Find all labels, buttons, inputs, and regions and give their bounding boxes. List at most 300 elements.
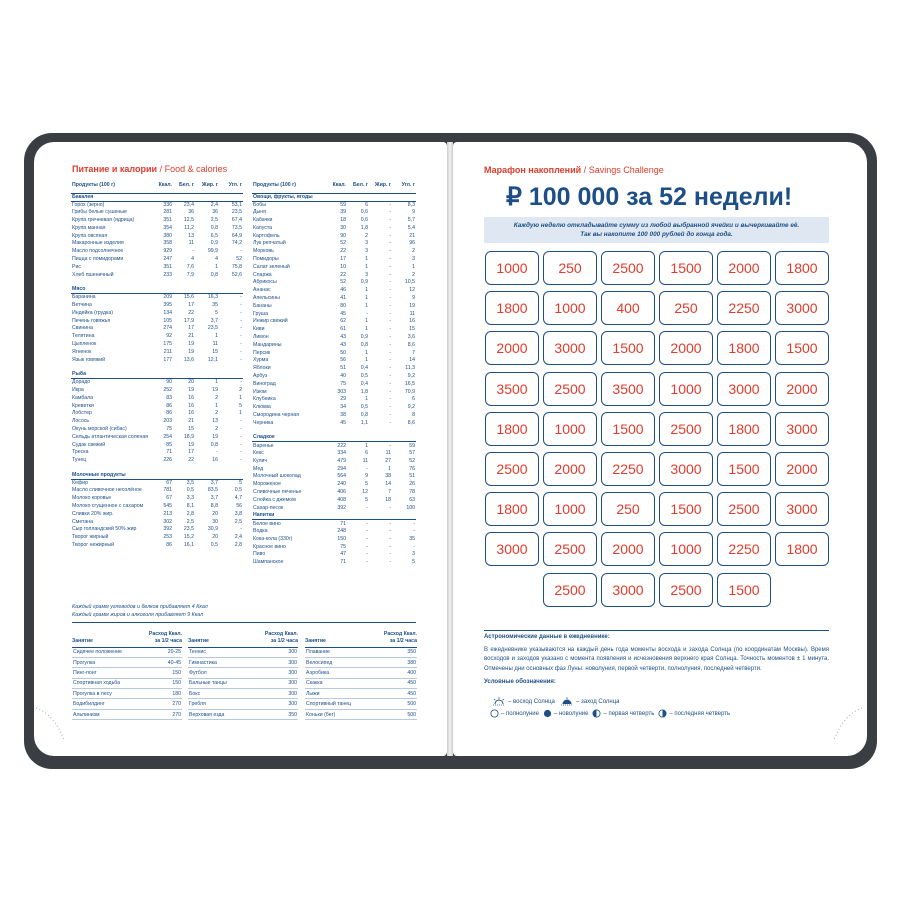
food-value: 17 — [188, 301, 194, 308]
food-row — [71, 209, 243, 217]
food-value: 64,9 — [231, 232, 242, 239]
savings-cell[interactable]: 1000 — [659, 372, 713, 406]
food-value: 17 — [188, 325, 194, 332]
column-header: Угл. г — [392, 179, 416, 193]
column-header: Ккал. — [149, 179, 173, 193]
first-quarter-icon — [592, 709, 601, 718]
category-label: Рыба — [71, 371, 243, 379]
savings-cell[interactable]: 2250 — [717, 291, 771, 325]
food-row — [252, 442, 416, 450]
food-value: 22 — [188, 309, 194, 316]
food-value: 2 — [239, 386, 242, 393]
banner-line-1: Каждую неделю откладывайте сумму из любой выбранной ячейки и вычеркивайте её. — [513, 222, 800, 229]
savings-cell[interactable]: 2000 — [717, 251, 771, 285]
food-value: 3 — [365, 248, 368, 255]
food-name: Грибы белые сушеные — [72, 209, 127, 216]
food-value: 90 — [166, 379, 172, 386]
category-label: Молочные продукты — [71, 472, 243, 480]
food-value: 86 — [166, 402, 172, 409]
food-value: 99,9 — [207, 248, 218, 255]
activity-table-3 — [305, 630, 417, 720]
activity-kcal: 180 — [146, 689, 182, 699]
savings-cell[interactable]: 2000 — [775, 452, 829, 486]
food-value: 43 — [340, 341, 346, 348]
food-value: 52 — [340, 240, 346, 247]
activity-row — [188, 678, 298, 688]
food-row — [252, 465, 416, 473]
activity-name: Бальные танцы — [188, 678, 262, 688]
food-value: - — [389, 255, 391, 262]
savings-cell[interactable]: 3000 — [543, 331, 597, 365]
food-value: 5,4 — [407, 224, 415, 231]
food-value: 9 — [412, 209, 415, 216]
food-row — [71, 294, 243, 302]
title-separator: / — [581, 165, 589, 175]
savings-cell[interactable]: 1000 — [485, 251, 539, 285]
savings-cell[interactable]: 1800 — [775, 532, 829, 566]
food-value: 70,9 — [404, 388, 415, 395]
activity-name: Прогулка — [72, 657, 146, 667]
food-row — [71, 479, 243, 487]
food-name: Баранина — [72, 294, 96, 301]
savings-cell[interactable]: 2000 — [775, 372, 829, 406]
category-label: Бакалея — [71, 193, 243, 201]
food-value: - — [366, 504, 368, 511]
food-row — [252, 357, 416, 365]
food-value: 1,8 — [360, 224, 368, 231]
activity-header: Занятие — [305, 630, 381, 647]
category-label: Сладкое — [252, 434, 416, 442]
activity-kcal: 500 — [381, 709, 417, 719]
food-value: 4 — [191, 255, 194, 262]
savings-cell[interactable]: 3000 — [601, 573, 655, 607]
food-value: 5 — [239, 402, 242, 409]
food-name: Бананы — [253, 302, 272, 309]
activity-row — [72, 709, 182, 719]
food-value: 15 — [212, 348, 218, 355]
food-value: 22 — [188, 457, 194, 464]
food-value: 52 — [409, 457, 415, 464]
spacer — [71, 279, 243, 286]
food-value: 1 — [365, 302, 368, 309]
savings-cell[interactable]: 250 — [543, 251, 597, 285]
food-value: 85 — [166, 441, 172, 448]
savings-cell[interactable]: 1800 — [775, 251, 829, 285]
food-value: - — [389, 535, 391, 542]
savings-cell[interactable]: 2000 — [485, 331, 539, 365]
savings-cell[interactable]: 2250 — [601, 452, 655, 486]
food-value: 15 — [188, 425, 194, 432]
food-value: 39 — [340, 209, 346, 216]
activity-name: Верховая езда — [188, 709, 262, 719]
food-value: 274 — [163, 325, 172, 332]
food-value: 100 — [406, 504, 415, 511]
activity-kcal: 270 — [146, 699, 182, 709]
category-label: Напитки — [252, 512, 416, 520]
food-name: Спаржа — [253, 271, 272, 278]
activity-header: Занятие — [72, 630, 146, 647]
food-row — [71, 534, 243, 542]
food-value: 5,7 — [407, 216, 415, 223]
astro-title: Астрономические данные в ежедневнике: — [484, 630, 829, 643]
savings-cell[interactable]: 1500 — [717, 573, 771, 607]
food-value: 3,6 — [407, 333, 415, 340]
food-value: 52 — [340, 279, 346, 286]
title-ru: Марафон накоплений — [484, 165, 582, 175]
food-value: 1 — [365, 349, 368, 356]
food-value: - — [366, 551, 368, 558]
food-row — [252, 404, 416, 412]
note-line-1: Каждый грамм углеводов и белков прибавляет 4 Ккал — [72, 604, 208, 610]
food-name: Лобстер — [72, 410, 92, 417]
food-row — [252, 217, 416, 225]
food-row — [71, 379, 243, 387]
savings-cell[interactable]: 250 — [601, 492, 655, 526]
food-value: 13 — [212, 418, 218, 425]
food-value: 2 — [215, 410, 218, 417]
food-name: Салат зеленый — [253, 263, 290, 270]
savings-cell[interactable]: 1500 — [601, 331, 655, 365]
food-value: 6 — [365, 450, 368, 457]
savings-cell[interactable]: 3000 — [775, 412, 829, 446]
savings-cell[interactable]: 1000 — [543, 492, 597, 526]
savings-cell[interactable]: 3000 — [775, 492, 829, 526]
spacer-row — [71, 465, 243, 472]
food-name: Дыня — [253, 209, 266, 216]
food-value: 3 — [365, 271, 368, 278]
category-row — [252, 193, 416, 201]
food-value: - — [389, 310, 391, 317]
savings-cell[interactable]: 1800 — [485, 291, 539, 325]
activity-kcal: 40-45 — [146, 657, 182, 667]
food-row — [252, 450, 416, 458]
food-row — [252, 380, 416, 388]
savings-cell[interactable]: 1800 — [485, 492, 539, 526]
food-value: 23,5 — [183, 526, 194, 533]
savings-cell[interactable]: 1500 — [717, 452, 771, 486]
food-value: 0,6 — [360, 216, 368, 223]
food-value: 1 — [365, 318, 368, 325]
food-value: 105 — [163, 317, 172, 324]
food-row — [252, 396, 416, 404]
food-value: 20 — [188, 379, 194, 386]
spacer-row — [71, 279, 243, 286]
food-value: 233 — [163, 271, 172, 278]
food-row — [71, 356, 243, 364]
food-row — [252, 559, 416, 567]
food-value: - — [389, 232, 391, 239]
food-value: 67,4 — [231, 216, 242, 223]
food-value: 1,1 — [360, 419, 368, 426]
page-gutter — [447, 142, 453, 756]
food-name: Кулич — [253, 457, 268, 464]
sunrise-label: – восход Солнца — [508, 698, 555, 705]
food-value: 358 — [163, 240, 172, 247]
food-row — [252, 224, 416, 232]
column-header: Угл. г — [219, 179, 243, 193]
food-row — [71, 271, 243, 279]
savings-cell[interactable]: 1500 — [601, 412, 655, 446]
food-value: 0,5 — [360, 404, 368, 411]
food-value: 247 — [163, 255, 172, 262]
savings-cell[interactable]: 3500 — [485, 372, 539, 406]
food-row — [71, 317, 243, 325]
food-row — [71, 426, 243, 434]
savings-cell[interactable]: 1000 — [659, 532, 713, 566]
food-row — [252, 504, 416, 512]
food-value: 248 — [337, 528, 346, 535]
savings-cell[interactable]: 2000 — [543, 452, 597, 486]
savings-cell[interactable]: 3000 — [659, 452, 713, 486]
legend-sunset — [560, 697, 620, 706]
savings-cell[interactable]: 1800 — [485, 412, 539, 446]
food-value: - — [240, 325, 242, 332]
food-value: - — [240, 309, 242, 316]
food-value: 36 — [188, 209, 194, 216]
note-line-2: Каждый грамм жиров и алкоголя прибавляет 9 Ккал — [72, 612, 204, 618]
food-value: 406 — [337, 489, 346, 496]
activity-name: Бокс — [188, 689, 262, 699]
food-row — [252, 232, 416, 240]
activity-kcal: 270 — [146, 709, 182, 719]
food-value: - — [389, 551, 391, 558]
food-value: 3,5 — [186, 479, 194, 486]
calorie-note — [72, 603, 402, 619]
savings-cell[interactable]: 2500 — [543, 372, 597, 406]
food-value: 13 — [188, 232, 194, 239]
food-value: 16 — [212, 457, 218, 464]
food-name: Судак свежий — [72, 441, 106, 448]
food-value: 253 — [163, 534, 172, 541]
activity-row — [188, 647, 298, 657]
savings-cell[interactable]: 1500 — [659, 251, 713, 285]
food-value: 29 — [340, 396, 346, 403]
food-value: 21 — [188, 418, 194, 425]
savings-cell[interactable]: 3000 — [775, 291, 829, 325]
food-value: - — [240, 248, 242, 255]
food-name: Хлеб пшеничный — [72, 271, 114, 278]
left-page-title — [72, 164, 227, 174]
food-value: 73,5 — [231, 224, 242, 231]
savings-cell[interactable]: 1800 — [717, 331, 771, 365]
food-value: 781 — [163, 487, 172, 494]
column-header: Бел. г — [347, 179, 369, 193]
food-value: - — [389, 224, 391, 231]
food-name: Красное вино — [253, 543, 286, 550]
food-value: 22 — [340, 271, 346, 278]
food-value: - — [389, 357, 391, 364]
food-row — [71, 232, 243, 240]
activity-row — [305, 709, 417, 719]
food-value: - — [389, 543, 391, 550]
food-value: - — [413, 520, 415, 527]
food-row — [252, 256, 416, 264]
savings-cell[interactable]: 1000 — [543, 412, 597, 446]
savings-cell[interactable]: 1500 — [659, 492, 713, 526]
activity-kcal: 300 — [262, 699, 298, 709]
column-header: Жир. г — [369, 179, 392, 193]
food-value: 16,1 — [183, 542, 194, 549]
food-name: Язык говяжий — [72, 356, 105, 363]
food-value: 4 — [215, 255, 218, 262]
activity-name: Гребля — [188, 699, 262, 709]
food-value: 351 — [163, 263, 172, 270]
savings-cell[interactable]: 3000 — [485, 532, 539, 566]
savings-cell[interactable]: 3000 — [717, 372, 771, 406]
food-value: - — [366, 465, 368, 472]
food-value: 56 — [236, 503, 242, 510]
food-name: Креветки — [72, 402, 94, 409]
food-value: 1 — [215, 333, 218, 340]
activity-row — [305, 657, 417, 667]
savings-cell[interactable]: 250 — [659, 291, 713, 325]
food-name: Инжир свежий — [253, 318, 288, 325]
savings-cell[interactable]: 1500 — [775, 331, 829, 365]
food-row — [71, 441, 243, 449]
food-row — [71, 387, 243, 395]
food-row — [252, 271, 416, 279]
food-value: 334 — [337, 450, 346, 457]
food-row — [252, 535, 416, 543]
food-value: 78 — [409, 489, 415, 496]
food-value: 35 — [212, 301, 218, 308]
food-row — [252, 302, 416, 310]
food-row — [71, 418, 243, 426]
savings-cell[interactable]: 2500 — [543, 532, 597, 566]
food-value: 59 — [340, 201, 346, 208]
activity-row — [72, 678, 182, 688]
activity-row — [305, 647, 417, 657]
food-value: - — [240, 457, 242, 464]
food-value: - — [389, 263, 391, 270]
food-row — [71, 256, 243, 264]
food-value: 9,2 — [407, 404, 415, 411]
food-value: 5 — [365, 481, 368, 488]
food-value: 19 — [188, 340, 194, 347]
food-row — [71, 217, 243, 225]
activity-name: Альпинизм — [72, 709, 146, 719]
food-value: - — [366, 535, 368, 542]
food-name: Изюм — [253, 388, 267, 395]
food-value: 17 — [340, 255, 346, 262]
column-header: Ккал. — [324, 179, 347, 193]
food-value: - — [389, 442, 391, 449]
food-value: 0,9 — [210, 240, 218, 247]
food-value: 211 — [163, 348, 172, 355]
food-name: Бобы — [253, 201, 266, 208]
food-value: 177 — [163, 356, 172, 363]
savings-cell[interactable]: 2000 — [659, 331, 713, 365]
food-value: 8 — [412, 411, 415, 418]
savings-cell[interactable]: 2500 — [717, 492, 771, 526]
savings-cell[interactable]: 2250 — [717, 532, 771, 566]
food-row — [71, 224, 243, 232]
food-name: Икра — [72, 386, 84, 393]
food-value: 47 — [340, 551, 346, 558]
food-value: 40 — [340, 372, 346, 379]
kcal-header: Расход Ккал. за 1/2 часа — [381, 630, 417, 647]
savings-cell[interactable]: 2500 — [659, 412, 713, 446]
activity-name: Сидячее положение — [72, 647, 146, 657]
activity-row — [188, 689, 298, 699]
column-header: Бел. г — [173, 179, 195, 193]
food-value: 3 — [365, 240, 368, 247]
food-value: 2 — [412, 248, 415, 255]
food-name: Молоко коровье — [72, 495, 112, 502]
savings-cell[interactable]: 2500 — [543, 573, 597, 607]
savings-cell[interactable]: 3500 — [601, 372, 655, 406]
food-value: 5 — [215, 309, 218, 316]
activity-kcal: 380 — [381, 657, 417, 667]
food-value: 11,2 — [184, 224, 194, 231]
food-value: 336 — [163, 201, 172, 208]
savings-cell[interactable]: 1800 — [717, 412, 771, 446]
food-row — [252, 419, 416, 427]
food-value: 5 — [412, 559, 415, 566]
food-value: - — [389, 365, 391, 372]
activity-table-1 — [72, 630, 182, 720]
food-value: 63 — [409, 496, 415, 503]
food-value: 38 — [340, 411, 346, 418]
activity-row — [72, 699, 182, 709]
food-table-col1 — [71, 179, 243, 549]
title-ru: Питание и калории — [72, 164, 158, 174]
savings-cell[interactable]: 2500 — [601, 251, 655, 285]
food-value: - — [240, 317, 242, 324]
food-value: 16 — [188, 410, 194, 417]
last-quarter-icon — [658, 709, 667, 718]
food-row — [71, 341, 243, 349]
sunrise-icon — [492, 697, 506, 706]
kcal-header: Расход Ккал. за 1/2 часа — [146, 630, 182, 647]
category-row — [71, 193, 243, 201]
food-name: Ананас — [253, 287, 271, 294]
food-value: 294 — [337, 465, 346, 472]
instruction-banner — [484, 217, 829, 243]
food-row — [252, 481, 416, 489]
food-row — [252, 326, 416, 334]
food-row — [252, 295, 416, 303]
savings-cell[interactable]: 400 — [601, 291, 655, 325]
food-value: 6 — [365, 201, 368, 208]
activity-row — [305, 678, 417, 688]
food-value: 59 — [409, 442, 415, 449]
food-value: 16 — [188, 394, 194, 401]
food-row — [71, 487, 243, 495]
activity-kcal: 350 — [262, 709, 298, 719]
food-value: 34 — [340, 404, 346, 411]
savings-cell[interactable]: 1000 — [543, 291, 597, 325]
savings-cell[interactable]: 2500 — [485, 452, 539, 486]
savings-cell[interactable]: 2000 — [601, 532, 655, 566]
food-row — [71, 263, 243, 271]
astro-text: В ежедневнике указываются на каждый день года моменты восхода и захода Солнца (по координатам Москвы). Время восходов и заходов указано с момента появления и исчезновения верхнего края Солнца. Точность моментов ± 1 минута. Отмечены дни основных фаз Луны: новолуния, первой четверти, полнолуния, последней четверти. — [484, 646, 829, 672]
food-value: 7 — [388, 489, 391, 496]
right-page-title — [484, 165, 664, 175]
activity-name: Прогулка в лесу — [72, 689, 146, 699]
food-value: 354 — [163, 224, 172, 231]
food-value: 1 — [365, 357, 368, 364]
food-value: 150 — [337, 535, 346, 542]
food-value: 13,6 — [183, 356, 194, 363]
food-value: - — [389, 380, 391, 387]
food-value: - — [389, 419, 391, 426]
activity-row — [72, 657, 182, 667]
food-value: - — [240, 348, 242, 355]
legend-title: Условные обозначения: — [484, 679, 556, 685]
savings-cell[interactable]: 2500 — [659, 573, 713, 607]
food-value: 16,3 — [207, 294, 218, 301]
